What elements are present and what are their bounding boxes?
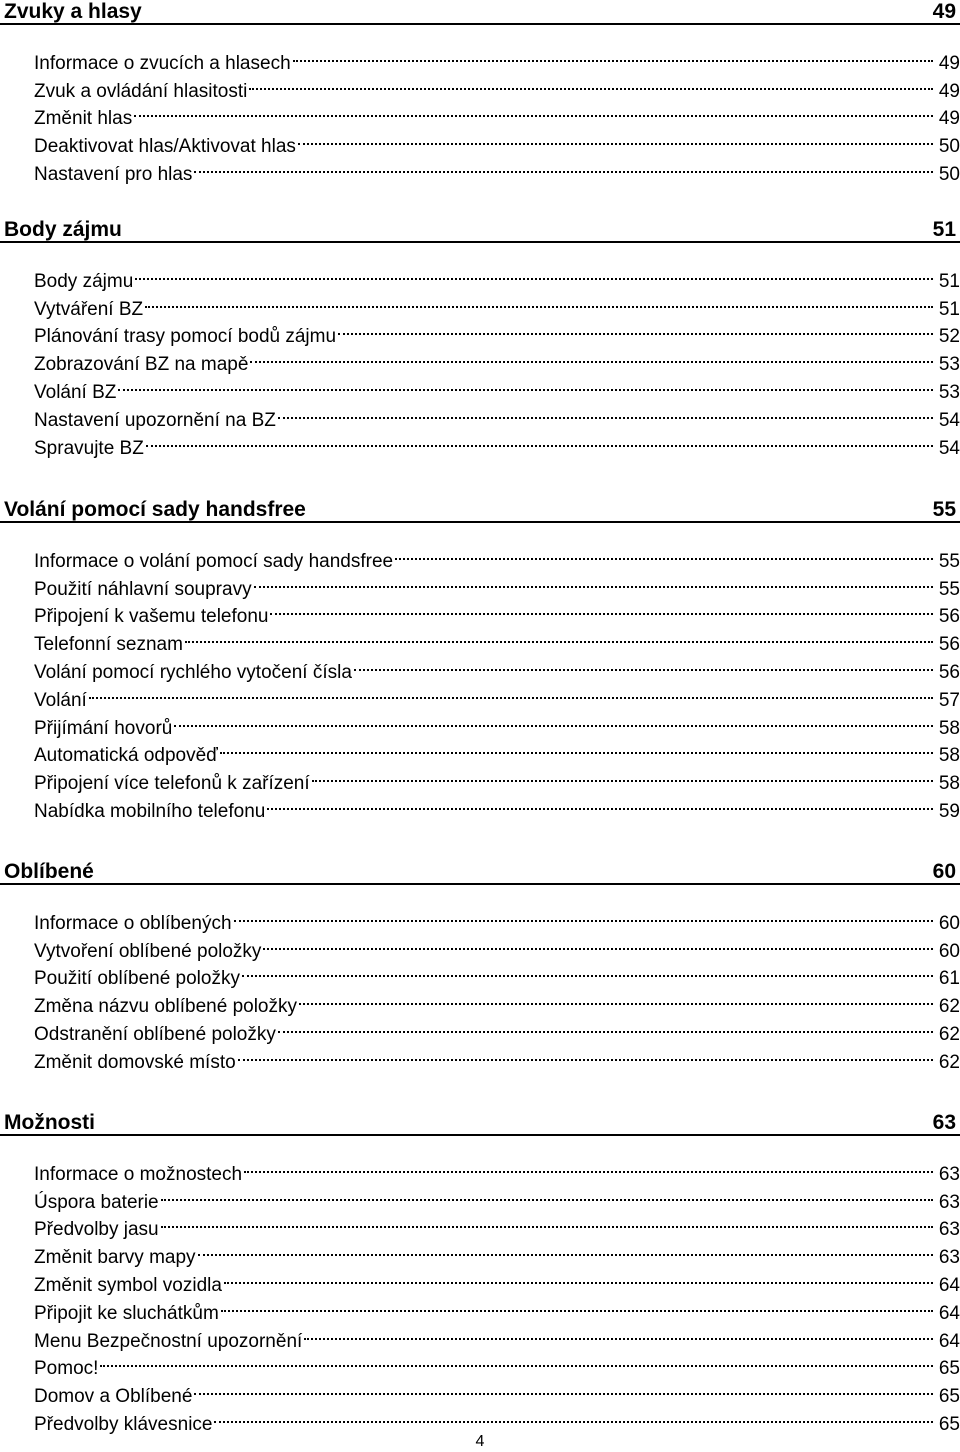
entry-page-number: 51 (938, 270, 960, 292)
entry-label: Zobrazování BZ na mapě (34, 354, 249, 376)
dot-leader (394, 539, 933, 567)
dot-leader (297, 124, 933, 152)
toc-section (0, 860, 960, 1073)
entry-label: Změnit hlas (34, 108, 133, 130)
section-page-number: 63 (932, 1111, 956, 1134)
toc-entry[interactable] (34, 734, 960, 767)
dot-leader (337, 315, 933, 343)
entry-list (0, 243, 960, 459)
section-heading (0, 1111, 960, 1136)
entry-page-number: 55 (938, 578, 960, 600)
page-number-text: 4 (475, 1433, 485, 1450)
toc-entry[interactable] (34, 678, 960, 711)
entry-label: Změnit symbol vozidla (34, 1274, 222, 1296)
entry-page-number: 64 (938, 1330, 960, 1352)
toc-entry[interactable] (34, 259, 960, 292)
entry-page-number: 52 (938, 326, 960, 348)
entry-label: Volání pomocí rychlého vytočení čísla (34, 661, 352, 683)
entry-page-number: 65 (938, 1386, 960, 1408)
entry-label: Informace o možnostech (34, 1163, 243, 1185)
entry-page-number: 60 (938, 912, 960, 934)
entry-page-number: 56 (938, 634, 960, 656)
entry-label: Změna názvu oblíbené položky (34, 996, 297, 1018)
section-page-number: 55 (932, 498, 956, 521)
entry-page-number: 55 (938, 550, 960, 572)
dot-leader (249, 342, 933, 370)
entry-label: Volání BZ (34, 381, 117, 403)
toc-entry[interactable] (34, 1152, 960, 1185)
dot-leader (219, 734, 933, 762)
toc-entry[interactable] (34, 1180, 960, 1213)
dot-leader (223, 1263, 933, 1291)
section-page-number: 60 (932, 860, 956, 883)
dot-leader (243, 1152, 933, 1180)
entry-page-number: 62 (938, 1023, 960, 1045)
dot-leader (253, 567, 933, 595)
entry-page-number: 59 (938, 800, 960, 822)
dot-leader (133, 97, 933, 125)
dot-leader (184, 622, 933, 650)
entry-label: Plánování trasy pomocí bodů zájmu (34, 326, 337, 348)
toc-entry[interactable] (34, 1235, 960, 1269)
dot-leader (277, 1012, 933, 1040)
entry-page-number: 62 (938, 1051, 960, 1073)
dot-leader (144, 287, 933, 315)
entry-label: Přijímání hovorů (34, 717, 173, 739)
entry-page-number: 50 (938, 163, 960, 185)
entry-page-number: 50 (938, 136, 960, 158)
section-title: Oblíbené (4, 860, 94, 883)
entry-page-number: 65 (938, 1358, 960, 1380)
dot-leader (134, 259, 933, 287)
entry-page-number: 64 (938, 1274, 960, 1296)
entry-page-number: 63 (938, 1219, 960, 1241)
dot-leader (262, 929, 933, 957)
entry-label: Předvolby jasu (34, 1219, 159, 1241)
page-number (0, 1432, 960, 1452)
entry-page-number: 64 (938, 1302, 960, 1324)
entry-page-number: 57 (938, 689, 960, 711)
section-title: Volání pomocí sady handsfree (4, 498, 306, 521)
entry-label: Telefonní seznam (34, 634, 183, 656)
entry-label: Informace o zvucích a hlasech (34, 52, 291, 74)
toc-entry[interactable] (34, 97, 960, 130)
entry-label: Pomoc! (34, 1358, 99, 1380)
dot-leader (197, 1235, 933, 1263)
toc-entry[interactable] (34, 370, 960, 403)
section-heading (0, 860, 960, 885)
entry-page-number: 65 (938, 1413, 960, 1435)
dot-leader (311, 761, 933, 789)
section-heading (0, 218, 960, 243)
entry-page-number: 51 (938, 298, 960, 320)
dot-leader (145, 426, 933, 454)
entry-label: Deaktivovat hlas/Aktivovat hlas (34, 136, 296, 158)
dot-leader (277, 398, 933, 426)
dot-leader (233, 901, 933, 929)
dot-leader (160, 1208, 933, 1236)
toc-section (0, 498, 960, 822)
entry-page-number: 54 (938, 409, 960, 431)
entry-label: Volání (34, 689, 87, 711)
entry-label: Změnit barvy mapy (34, 1247, 196, 1269)
entry-label: Předvolby klávesnice (34, 1413, 213, 1435)
entry-page-number: 58 (938, 717, 960, 739)
dot-leader (248, 69, 933, 97)
section-page-number: 51 (932, 218, 956, 241)
entry-page-number: 63 (938, 1191, 960, 1213)
dot-leader (353, 650, 933, 678)
entry-page-number: 62 (938, 996, 960, 1018)
dot-leader (241, 957, 933, 985)
entry-label: Spravujte BZ (34, 437, 144, 459)
entry-page-number: 54 (938, 437, 960, 459)
dot-leader (160, 1180, 933, 1208)
entry-label: Připojení k vašemu telefonu (34, 606, 269, 628)
entry-label: Vytvoření oblíbené položky (34, 940, 262, 962)
entry-list (0, 1136, 960, 1435)
entry-page-number: 56 (938, 661, 960, 683)
toc-entry[interactable] (34, 1374, 960, 1408)
entry-label: Zvuk a ovládání hlasitosti (34, 80, 248, 102)
toc-entry[interactable] (34, 124, 960, 158)
dot-leader (99, 1347, 933, 1375)
entry-label: Připojit ke sluchátkům (34, 1302, 219, 1324)
dot-leader (292, 41, 933, 69)
entry-page-number: 60 (938, 940, 960, 962)
entry-label: Informace o volání pomocí sady handsfree (34, 550, 394, 572)
toc-entry[interactable] (34, 901, 960, 934)
section-title: Zvuky a hlasy (4, 0, 142, 23)
toc-section (0, 1111, 960, 1435)
entry-page-number: 61 (938, 968, 960, 990)
dot-leader (220, 1291, 933, 1319)
section-page-number: 49 (932, 0, 956, 23)
entry-page-number: 58 (938, 745, 960, 767)
dot-leader (269, 595, 933, 623)
dot-leader (88, 678, 933, 706)
entry-list (0, 25, 960, 185)
toc-section (0, 0, 960, 185)
toc-entry[interactable] (34, 539, 960, 572)
dot-leader (213, 1402, 933, 1430)
section-title: Body zájmu (4, 218, 122, 241)
entry-label: Nastavení pro hlas (34, 163, 193, 185)
section-heading (0, 498, 960, 523)
dot-leader (173, 706, 933, 734)
entry-label: Změnit domovské místo (34, 1051, 236, 1073)
entry-page-number: 49 (938, 80, 960, 102)
entry-page-number: 49 (938, 108, 960, 130)
entry-label: Body zájmu (34, 270, 134, 292)
entry-label: Připojení více telefonů k zařízení (34, 773, 310, 795)
entry-list (0, 523, 960, 822)
toc-entry[interactable] (34, 1208, 960, 1241)
dot-leader (237, 1040, 933, 1068)
dot-leader (193, 152, 933, 180)
toc-entry[interactable] (34, 41, 960, 74)
toc-entry[interactable] (34, 315, 960, 348)
entry-label: Nabídka mobilního telefonu (34, 800, 266, 822)
entry-label: Nastavení upozornění na BZ (34, 409, 276, 431)
entry-label: Domov a Oblíbené (34, 1386, 193, 1408)
toc-entry[interactable] (34, 398, 960, 431)
dot-leader (193, 1374, 933, 1402)
toc-entry[interactable] (34, 426, 960, 459)
entry-page-number: 49 (938, 52, 960, 74)
toc-entry[interactable] (34, 287, 960, 320)
entry-label: Úspora baterie (34, 1191, 159, 1213)
section-heading (0, 0, 960, 25)
entry-page-number: 63 (938, 1163, 960, 1185)
entry-label: Informace o oblíbených (34, 912, 232, 934)
entry-page-number: 53 (938, 354, 960, 376)
entry-page-number: 58 (938, 773, 960, 795)
entry-label: Menu Bezpečnostní upozornění (34, 1330, 303, 1352)
entry-label: Použití oblíbené položky (34, 968, 240, 990)
entry-label: Použití náhlavní soupravy (34, 578, 252, 600)
toc-section (0, 218, 960, 459)
toc-entry[interactable] (34, 706, 960, 739)
entry-page-number: 63 (938, 1247, 960, 1269)
dot-leader (117, 370, 933, 398)
entry-list (0, 885, 960, 1073)
entry-label: Vytváření BZ (34, 298, 144, 320)
entry-label: Automatická odpověď (34, 745, 218, 767)
section-title: Možnosti (4, 1111, 95, 1134)
entry-page-number: 56 (938, 606, 960, 628)
entry-page-number: 53 (938, 381, 960, 403)
dot-leader (266, 789, 933, 817)
dot-leader (303, 1319, 933, 1347)
entry-label: Odstranění oblíbené položky (34, 1023, 276, 1045)
toc-entry[interactable] (34, 1347, 960, 1380)
dot-leader (298, 984, 933, 1012)
